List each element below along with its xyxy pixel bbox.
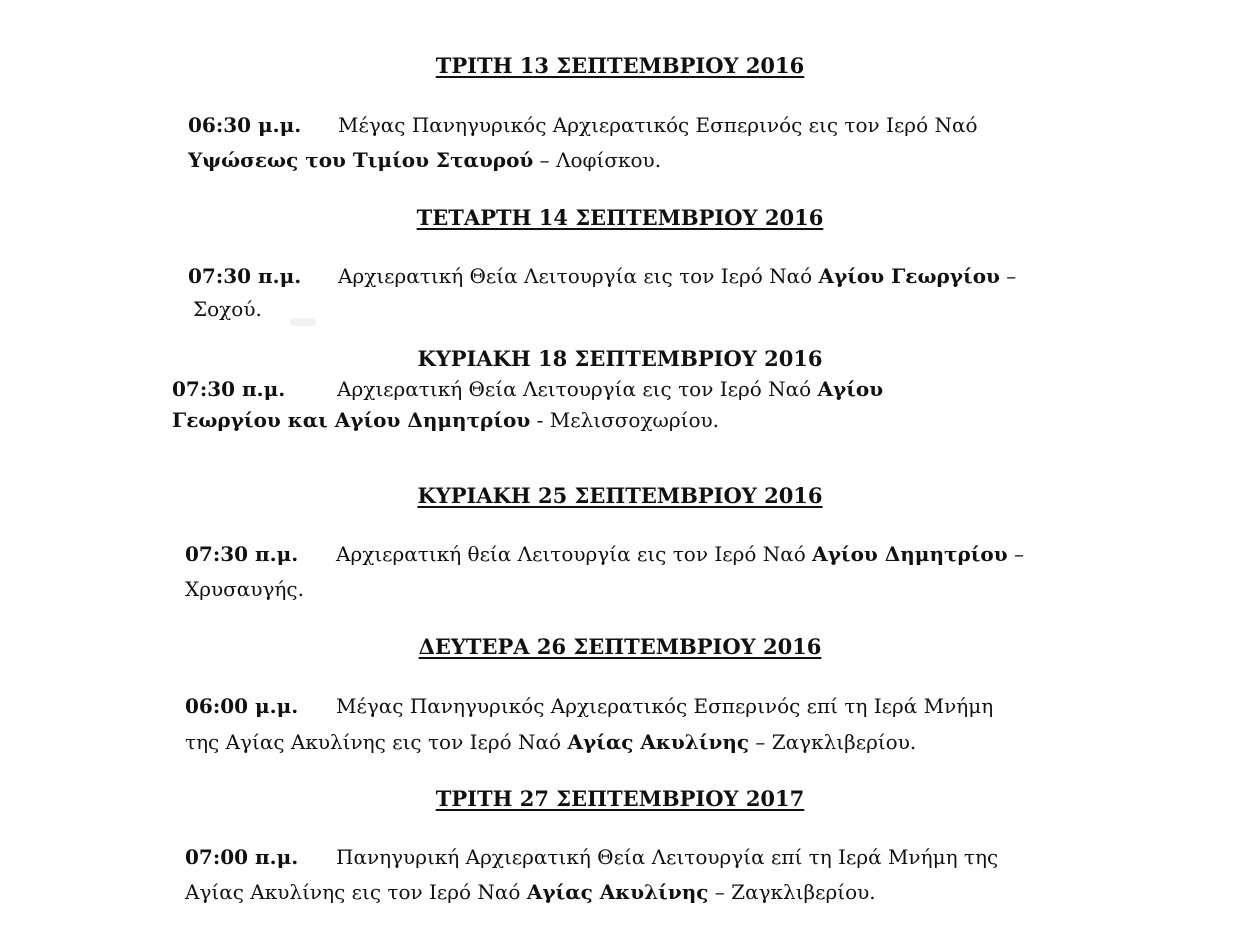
event-heading-6: ΤΡΙΤΗ 27 ΣΕΠΤΕΜΒΡΙΟΥ 2017 [435,786,805,811]
event-time-1: 06:30 μ.μ. [188,113,302,137]
event-heading-5: ΔΕΥΤΕΡΑ 26 ΣΕΠΤΕΜΒΡΙΟΥ 2016 [418,634,822,659]
church-name: Αγίας Ακυλίνης [567,730,750,754]
event-text-4-line-2: Χρυσαυγής. [185,577,304,601]
event-heading-2: ΤΕΤΑΡΤΗ 14 ΣΕΠΤΕΜΒΡΙΟΥ 2016 [416,205,824,230]
event-text-4-line-1: Αρχιερατική θεία Λειτουργία εις τον Ιερό Ναό Αγίου Δημητρίου – [336,542,1024,566]
scan-smudge [290,318,316,326]
event-time-5: 06:00 μ.μ. [185,694,299,718]
church-name: Γεωργίου και Αγίου Δημητρίου [172,408,531,432]
event-time-3: 07:30 π.μ. [172,377,286,401]
event-text-5-line-1: Μέγας Πανηγυρικός Αρχιερατικός Εσπερινός επί τη Ιερά Μνήμη [336,694,994,718]
event-text-1-line-1: Μέγας Πανηγυρικός Αρχιερατικός Εσπερινός εις τον Ιερό Ναό [338,113,978,137]
event-text-3-line-1: Αρχιερατική Θεία Λειτουργία εις τον Ιερό Ναό Αγίου [337,377,884,401]
event-text-6-line-2: Αγίας Ακυλίνης εις τον Ιερό Ναό Αγίας Ακυλίνης – Ζαγκλιβερίου. [185,880,876,904]
event-heading-4: ΚΥΡΙΑΚΗ 25 ΣΕΠΤΕΜΒΡΙΟΥ 2016 [417,483,823,508]
event-text-2-line-1: Αρχιερατική Θεία Λειτουργία εις τον Ιερό Ναό Αγίου Γεωργίου – [338,264,1017,288]
event-heading-1: ΤΡΙΤΗ 13 ΣΕΠΤΕΜΒΡΙΟΥ 2016 [435,53,805,78]
event-time-2: 07:30 π.μ. [188,264,302,288]
event-time-4: 07:30 π.μ. [185,542,299,566]
church-name: Αγίου Γεωργίου [818,264,1000,288]
event-text-6-line-1: Πανηγυρική Αρχιερατική Θεία Λειτουργία επί τη Ιερά Μνήμη της [336,845,999,869]
church-name: Υψώσεως του Τιμίου Σταυρού [188,148,534,172]
event-text-1-line-2: Υψώσεως του Τιμίου Σταυρού – Λοφίσκου. [188,148,662,172]
event-text-3-line-2: Γεωργίου και Αγίου Δημητρίου - Μελισσοχωρίου. [172,408,720,432]
event-time-6: 07:00 π.μ. [185,845,299,869]
church-name: Αγίας Ακυλίνης [526,880,709,904]
church-name: Αγίου Δημητρίου [812,542,1008,566]
event-text-2-line-2: Σοχού. [193,297,262,321]
event-text-5-line-2: της Αγίας Ακυλίνης εις τον Ιερό Ναό Αγίας Ακυλίνης – Ζαγκλιβερίου. [185,730,917,754]
church-name: Αγίου [817,377,884,401]
event-heading-3: ΚΥΡΙΑΚΗ 18 ΣΕΠΤΕΜΒΡΙΟΥ 2016 [417,346,823,371]
